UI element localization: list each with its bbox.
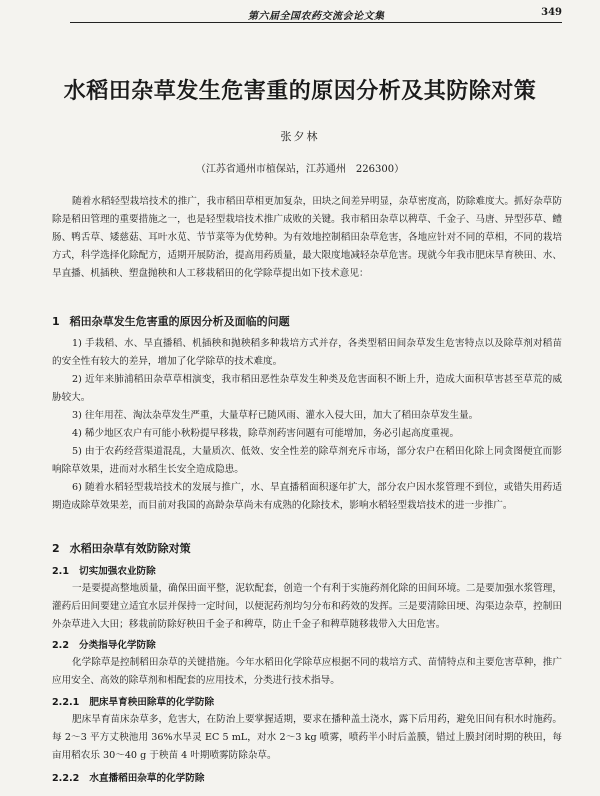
section-2-heading — [52, 540, 191, 556]
problem-item-5: 5) 由于农药经营渠道混乱，大量质次、低效、安全性差的除草剂充斥市场，部分农户在稻田化除上同贪图便宜而影响除草效果，进而对水稻生长安全造成隐患。 — [52, 446, 562, 475]
subsection-2-2-2-heading — [52, 770, 204, 784]
subsection-2-2-heading — [52, 637, 156, 651]
subsection-2-2-2-title: 水直播稻田杂草的化学防除 — [89, 773, 205, 784]
author-affiliation: （江苏省通州市植保站，江苏通州 226300） — [195, 164, 405, 175]
subsection-2-2-title: 分类指导化学防除 — [79, 640, 156, 651]
subsection-2-2-1-heading — [52, 694, 214, 708]
conference-name: 第六届全国农药交流会论文集 — [248, 11, 385, 22]
problem-item-6: 6) 随着水稻轻型栽培技术的发展与推广，水、旱直播稻面积逐年扩大，部分农户因水浆管理不到位，或错失用药适期造成除草效果差，而目前对我国的高龄杂草尚未有成熟的化除技术，影响水稻轻型栽培技术的进一步推广。 — [52, 482, 562, 511]
subsection-2-2-1-text: 肥床旱育苗床杂草多，危害大，在防治上要掌握适期，要求在播种盖土浇水，露下后用药，避免旧间有积水时施药。每 2～3 平方丈秧池用 36%水旱灵 EC 5 mL，对水 2～3 kg 喷雾，喷药半小时后盖膜，错过上膜封闭时期的秧田，每亩用稻农乐 30～40 g 于秧苗 4 叶期喷雾防除杂草。 — [52, 714, 562, 761]
author-name: 张夕林 — [280, 130, 320, 143]
problem-item-4: 4) 稀少地区农户有可能小秋粉提早移栽，除草剂药害问题有可能增加，务必引起高度重视。 — [72, 428, 460, 439]
intro-paragraph: 随着水稻轻型栽培技术的推广，我市稻田草相更加复杂，田块之间差异明显，杂草密度高，防除难度大。抓好杂草防除是稻田管理的重要措施之一，也是轻型栽培技术推广成败的关键。我市稻田杂草以稗草、千金子、马唐、异型莎草、鳢肠、鸭舌草、矮慈菇、耳叶水苋、节节菜等为优势种。为有效地控制稻田杂草危害，各地应针对不同的草相，不同的栽培方式，科学选择化除配方，适期开展防治，提高用药质量，最大限度地减轻杂草危害。现就今年我市肥床旱育秧田、水、旱直播、机插秧、塑盘抛秧和人工移栽稻田的化学除草提出如下技术意见： — [52, 196, 562, 279]
problem-item-1: 1) 手栽稻、水、旱直播稻、机插秧和抛秧稻多种栽培方式并存，各类型稻田间杂草发生危害特点以及除草剂对稻苗的安全性有较大的差异，增加了化学除草的技术难度。 — [52, 338, 562, 367]
subsection-2-1-text: 一是要提高整地质量，确保田面平整，泥软配套，创造一个有利于实施药剂化除的田间环境。二是要加强水浆管理，灌药后田间要建立适宜水层并保持一定时间，以便泥药剂均匀分布和药效的发挥。三是要清除田埂、沟渠边杂草，控制田外杂草进入大田；移栽前防除好秧田千金子和稗草，防止千金子和稗草随移栽带入大田危害。 — [52, 583, 562, 630]
subsection-2-1-title: 切实加强农业防除 — [79, 566, 156, 577]
section-1-heading — [52, 313, 290, 329]
section-1-title: 稻田杂草发生危害重的原因分析及面临的问题 — [69, 315, 290, 328]
subsection-2-2-2-number: 2.2.2 — [52, 773, 80, 784]
subsection-2-2-text: 化学除草是控制稻田杂草的关键措施。今年水稻田化学除草应根据不同的栽培方式、苗情特点和主要危害草种，推广应用安全、高效的除草剂和相配套的应用技术，分类进行技术指导。 — [52, 657, 562, 686]
problem-item-2: 2) 近年来肺浦稻田杂草草相演变，我市稻田恶性杂草发生种类及危害面积不断上升，造成大面积草害甚至草荒的威胁较大。 — [52, 374, 562, 403]
subsection-2-2-1-number: 2.2.1 — [52, 697, 80, 708]
subsection-2-1-number: 2.1 — [52, 566, 69, 577]
section-2-number: 2 — [52, 542, 60, 555]
article-title: 水稻田杂草发生危害重的原因分析及其防除对策 — [63, 79, 537, 104]
subsection-2-2-1-title: 肥床旱育秧田除草的化学防除 — [89, 697, 215, 708]
section-2-title: 水稻田杂草有效防除对策 — [69, 542, 191, 555]
subsection-2-1-heading — [52, 563, 156, 577]
running-header — [70, 6, 562, 23]
problem-item-3: 3) 往年用茬、淘汰杂草发生严重，大量草籽已随风雨、灌水入侵大田，加大了稻田杂草发生量。 — [72, 410, 479, 421]
page-number: 349 — [541, 7, 562, 18]
subsection-2-2-number: 2.2 — [52, 640, 69, 651]
section-1-number: 1 — [52, 315, 60, 328]
